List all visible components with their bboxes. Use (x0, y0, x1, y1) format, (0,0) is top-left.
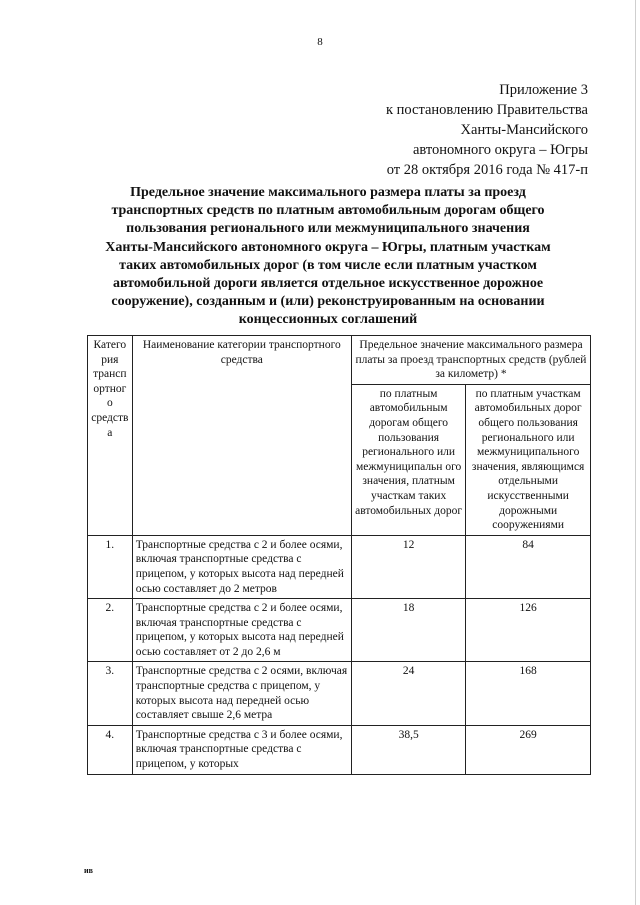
row-structures-value: 84 (466, 535, 591, 598)
document-title (72, 184, 584, 330)
title-line: концессионных соглашений (238, 312, 418, 328)
title-line: транспортных средств по платным автомобильным дорогам общего (111, 203, 545, 219)
row-number: 2. (88, 599, 133, 662)
row-roads-value: 38,5 (351, 725, 465, 774)
appendix-line: от 28 октября 2016 года № 417-п (386, 162, 588, 178)
scan-edge (635, 0, 636, 905)
row-description: Транспортные средства с 2 и более осями, включая транспортные средства с прицепом, у которых высота над передней осью составляет до 2 метров (132, 535, 351, 598)
title-line: автомобильной дороги является отдельное искусственное дорожное (112, 276, 544, 292)
row-structures-value: 126 (466, 599, 591, 662)
row-roads-value: 24 (351, 662, 465, 725)
table-header-row (88, 336, 591, 385)
page-number: 8 (317, 36, 323, 48)
table-row (88, 662, 591, 725)
tariff-table (87, 335, 591, 775)
row-structures-value: 269 (466, 725, 591, 774)
footer-mark: ив (84, 866, 93, 875)
row-description: Транспортные средства с 2 и более осями, включая транспортные средства с прицепом, у которых высота над передней осью составляет от 2 до 2,6 м (132, 599, 351, 662)
row-description: Транспортные средства с 3 и более осями, включая транспортные средства с прицепом, у которых (132, 725, 351, 774)
header-roads: по платным автомобильным дорогам общего пользования регионального или межмуниципальн ого значения, платным участкам таких автомобильных дорог (351, 384, 465, 535)
title-line: таких автомобильных дорог (в том числе если платным участком (119, 257, 537, 273)
title-line: Ханты-Мансийского автономного округа – Югры, платным участкам (105, 239, 551, 255)
table-row (88, 599, 591, 662)
header-category: Катего рия трансп ортног о средств а (88, 336, 133, 536)
row-number: 3. (88, 662, 133, 725)
title-line: Предельное значение максимального размера платы за проезд (130, 185, 526, 200)
row-roads-value: 12 (351, 535, 465, 598)
header-max-tariff: Предельное значение максимального размера платы за проезд транспортных средств (рублей за километр) * (351, 336, 590, 385)
header-vehicle-name: Наименование категории транспортного средства (132, 336, 351, 536)
table-row (88, 725, 591, 774)
row-structures-value: 168 (466, 662, 591, 725)
appendix-line: Ханты-Мансийского (460, 122, 588, 138)
title-line: пользования регионального или межмуниципального значения (126, 221, 530, 237)
appendix-line: автономного округа – Югры (412, 142, 588, 158)
appendix-line: к постановлению Правительства (386, 102, 588, 118)
appendix-block (386, 80, 588, 180)
appendix-line: Приложение 3 (499, 82, 588, 98)
row-roads-value: 18 (351, 599, 465, 662)
header-structures: по платным участкам автомобильных дорог общего пользования регионального или межмуниципального значения, являющимся отдельными искусственными дорожными сооружениями (466, 384, 591, 535)
table-row (88, 535, 591, 598)
row-number: 1. (88, 535, 133, 598)
title-line: сооружение), созданным и (или) реконструированным на основании (111, 294, 545, 310)
row-number: 4. (88, 725, 133, 774)
row-description: Транспортные средства с 2 осями, включая транспортные средства с прицепом, у которых высота над передней осью составляет свыше 2,6 метра (132, 662, 351, 725)
